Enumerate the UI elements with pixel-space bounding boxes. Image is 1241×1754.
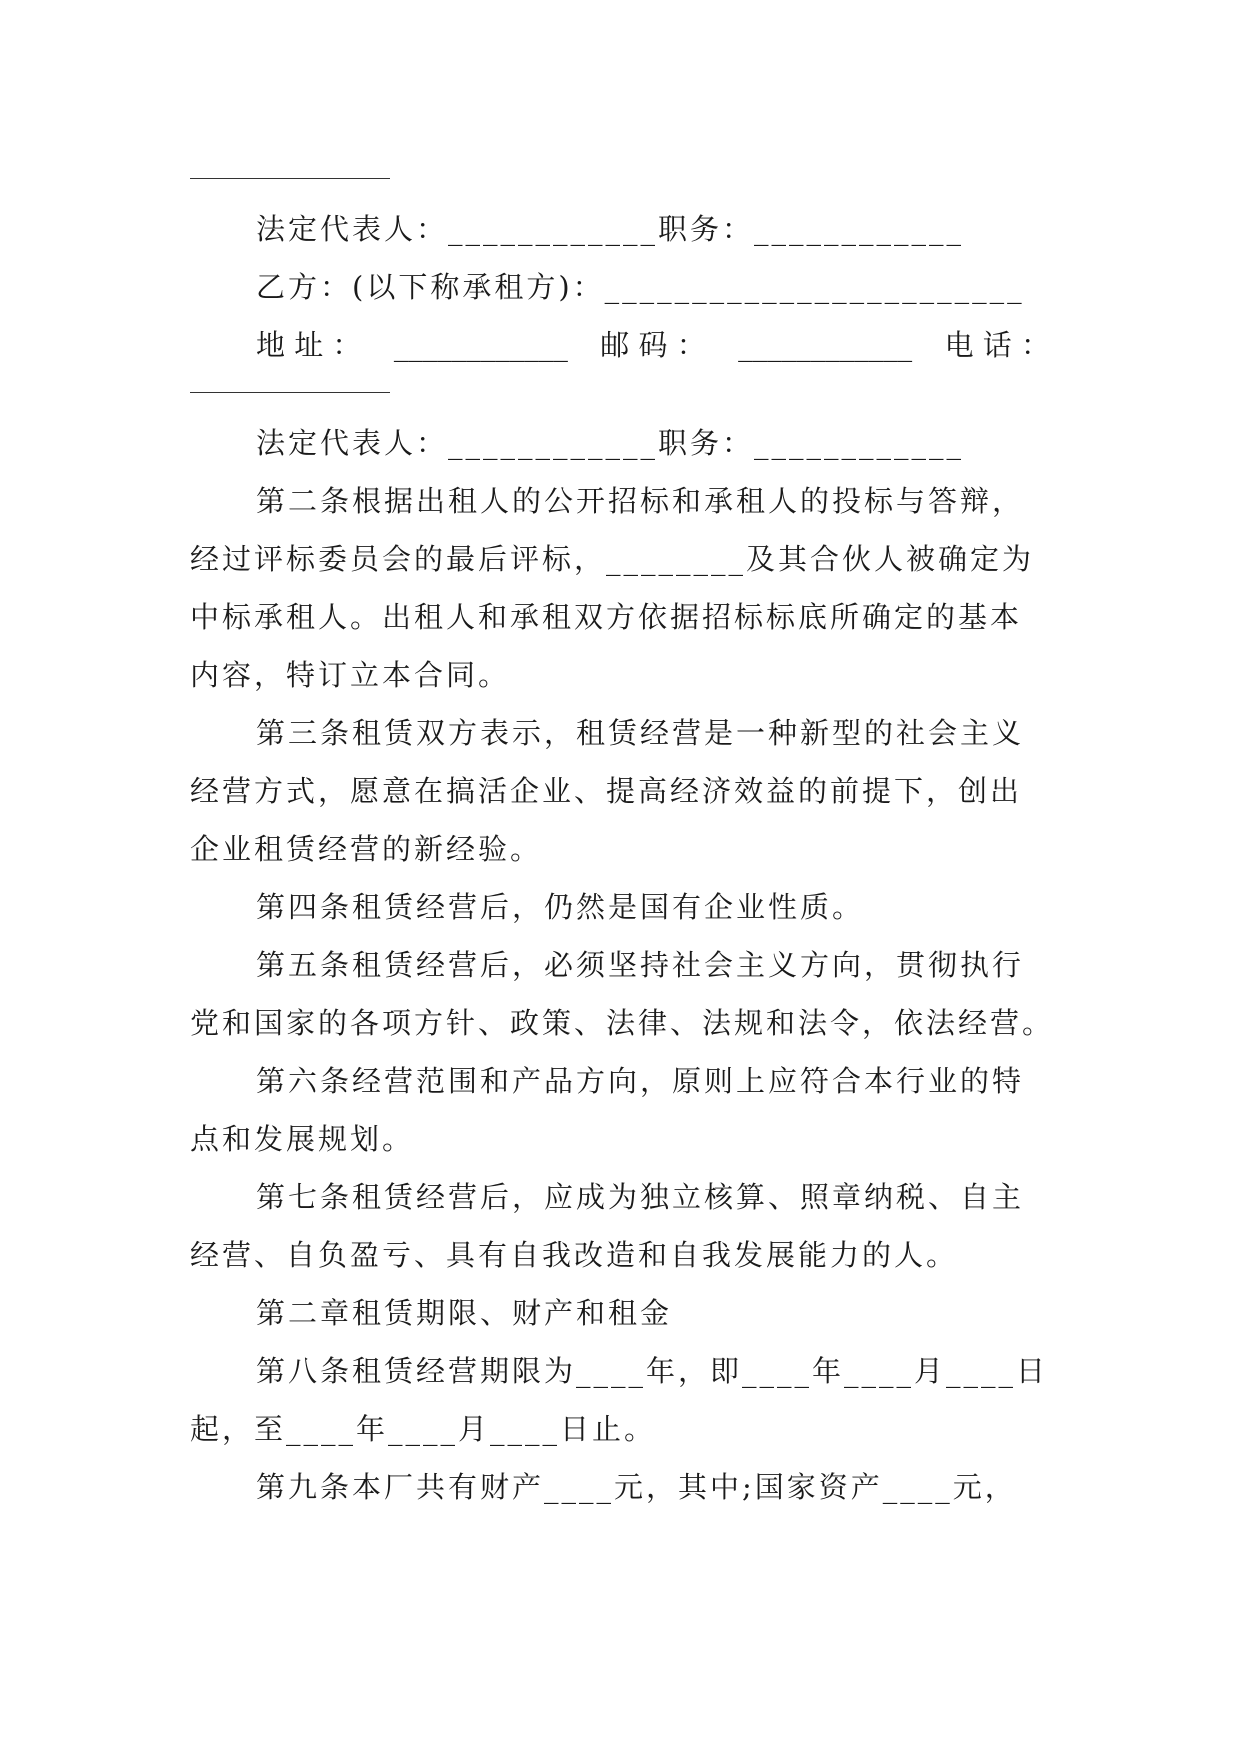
article-3-line-3: 企业租赁经营的新经验。 xyxy=(190,832,543,866)
phone-label: 电 话 ： xyxy=(944,328,1050,362)
article-3-line-2: 经营方式，愿意在搞活企业、提高经济效益的前提下，创出 xyxy=(190,774,1023,808)
article-2-line-4: 内容，特订立本合同。 xyxy=(190,658,511,692)
article-7-line-1: 第七条租赁经营后，应成为独立核算、照章纳税、自主 xyxy=(256,1180,1025,1214)
phone-blank-underline xyxy=(190,374,1050,414)
article-4-line-1: 第四条租赁经营后，仍然是国有企业性质。 xyxy=(256,890,865,924)
party-b-legal-rep-line: 法定代表人：____________职务：____________ xyxy=(256,426,965,460)
chapter-2-heading: 第二章租赁期限、财产和租金 xyxy=(256,1296,673,1330)
document-page xyxy=(190,160,1055,1516)
article-5-line-2: 党和国家的各项方针、政策、法律、法规和法令，依法经营。 xyxy=(190,1006,1055,1040)
article-2-line-1: 第二条根据出租人的公开招标和承租人的投标与答辩， xyxy=(256,484,1025,518)
article-5-line-1: 第五条租赁经营后，必须坚持社会主义方向，贯彻执行 xyxy=(256,948,1025,982)
article-7-line-2: 经营、自负盈亏、具有自我改造和自我发展能力的人。 xyxy=(190,1238,959,1272)
article-8-line-1: 第八条租赁经营期限为____年，即____年____月____日 xyxy=(256,1354,1049,1388)
postcode-label: 邮 码 ： xyxy=(600,328,706,362)
party-b-address-line xyxy=(190,316,1050,374)
address-label: 地 址 ： xyxy=(256,328,362,362)
party-b-title-line: 乙方：(以下称承租方)：________________________ xyxy=(256,270,1025,304)
article-2-line-2: 经过评标委员会的最后评标，________及其合伙人被确定为 xyxy=(190,542,1035,576)
address-blank: ____________ xyxy=(393,328,568,362)
article-6-line-2: 点和发展规划。 xyxy=(190,1122,415,1156)
article-3-line-1: 第三条租赁双方表示，租赁经营是一种新型的社会主义 xyxy=(256,716,1025,750)
postcode-blank: ____________ xyxy=(738,328,913,362)
article-2-line-3: 中标承租人。出租人和承租双方依据招标标底所确定的基本 xyxy=(190,600,1023,634)
article-8-line-2: 起，至____年____月____日止。 xyxy=(190,1412,657,1446)
blank-underline xyxy=(190,160,1050,200)
article-6-line-1: 第六条经营范围和产品方向，原则上应符合本行业的特 xyxy=(256,1064,1025,1098)
party-a-legal-rep-line: 法定代表人：____________职务：____________ xyxy=(256,212,965,246)
article-9-line-1: 第九条本厂共有财产____元，其中;国家资产____元， xyxy=(256,1470,1017,1504)
